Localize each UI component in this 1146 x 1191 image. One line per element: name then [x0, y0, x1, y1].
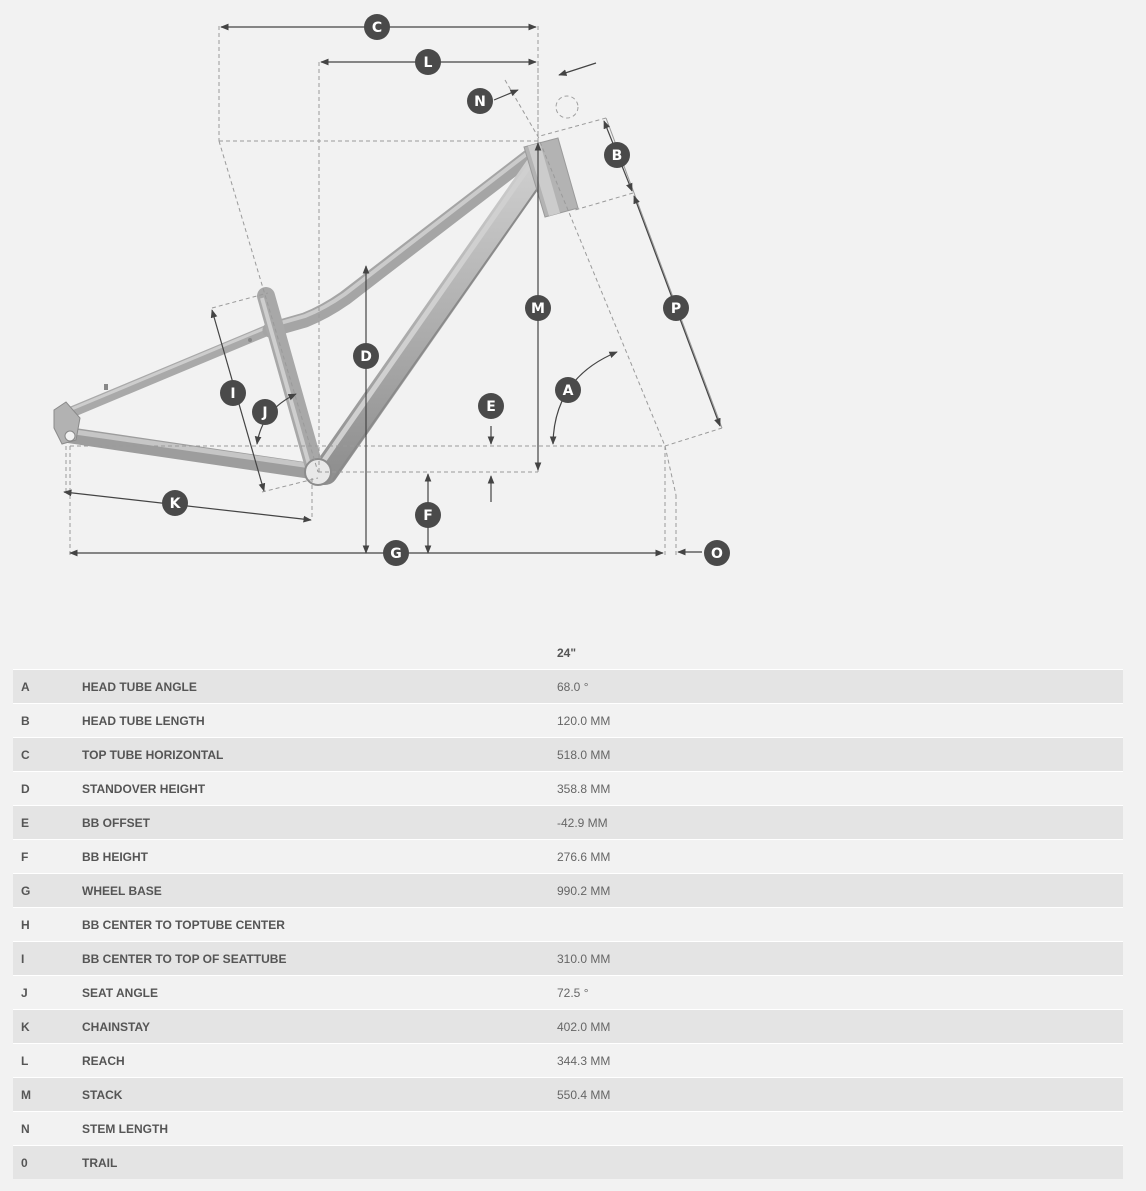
row-name: WHEEL BASE — [82, 874, 557, 908]
badge-g — [383, 540, 409, 566]
row-value: 344.3 MM — [557, 1044, 1123, 1078]
row-value: 990.2 MM — [557, 874, 1123, 908]
row-name: HEAD TUBE LENGTH — [82, 704, 557, 738]
table-row — [13, 670, 1123, 704]
row-letter: H — [13, 908, 82, 942]
svg-text:J: J — [262, 405, 268, 421]
row-letter: B — [13, 704, 82, 738]
row-name: BB CENTER TO TOPTUBE CENTER — [82, 908, 557, 942]
table-header-row — [13, 636, 1123, 670]
reference-lines — [66, 26, 722, 555]
row-letter: J — [13, 976, 82, 1010]
row-value — [557, 908, 1123, 942]
row-value: 550.4 MM — [557, 1078, 1123, 1112]
row-value: -42.9 MM — [557, 806, 1123, 840]
row-name: BB OFFSET — [82, 806, 557, 840]
svg-text:A: A — [562, 383, 574, 399]
table-row — [13, 704, 1123, 738]
svg-text:G: G — [390, 546, 402, 562]
badge-i — [220, 380, 246, 406]
header-letter-cell — [13, 636, 82, 670]
row-value: 310.0 MM — [557, 942, 1123, 976]
row-value — [557, 1112, 1123, 1146]
row-letter: F — [13, 840, 82, 874]
svg-text:O: O — [711, 546, 723, 562]
badge-j — [252, 399, 278, 425]
badge-c — [364, 14, 390, 40]
row-letter: 0 — [13, 1146, 82, 1180]
row-name: BB HEIGHT — [82, 840, 557, 874]
table-row — [13, 738, 1123, 772]
badge-l — [415, 49, 441, 75]
row-name: TOP TUBE HORIZONTAL — [82, 738, 557, 772]
badge-f — [415, 502, 441, 528]
svg-text:M: M — [531, 301, 545, 317]
svg-text:I: I — [230, 386, 236, 402]
row-name: TRAIL — [82, 1146, 557, 1180]
bike-frame — [54, 138, 578, 485]
svg-text:D: D — [360, 349, 372, 365]
row-name: STANDOVER HEIGHT — [82, 772, 557, 806]
row-value: 120.0 MM — [557, 704, 1123, 738]
table-row — [13, 1078, 1123, 1112]
svg-text:L: L — [423, 55, 433, 71]
badge-k — [162, 490, 188, 516]
table-row — [13, 772, 1123, 806]
table-row — [13, 840, 1123, 874]
badge-m — [525, 295, 551, 321]
svg-text:P: P — [670, 301, 682, 317]
row-value: 276.6 MM — [557, 840, 1123, 874]
row-value — [557, 1146, 1123, 1180]
table-row — [13, 806, 1123, 840]
svg-text:B: B — [611, 148, 623, 164]
row-name: SEAT ANGLE — [82, 976, 557, 1010]
svg-text:C: C — [371, 20, 383, 36]
table-row — [13, 1146, 1123, 1180]
row-letter: L — [13, 1044, 82, 1078]
badge-d — [353, 343, 379, 369]
svg-text:N: N — [474, 94, 486, 110]
row-value: 68.0 ° — [557, 670, 1123, 704]
down-tube — [325, 160, 543, 472]
header-name-cell — [82, 636, 557, 670]
size-header: 24" — [557, 645, 577, 660]
row-letter: G — [13, 874, 82, 908]
row-letter: E — [13, 806, 82, 840]
badge-p — [663, 295, 689, 321]
row-name: CHAINSTAY — [82, 1010, 557, 1044]
geometry-table-body — [13, 670, 1123, 1180]
chainstay-tube — [68, 435, 318, 472]
badge-n — [467, 88, 493, 114]
row-name: STACK — [82, 1078, 557, 1112]
row-letter: K — [13, 1010, 82, 1044]
row-value: 402.0 MM — [557, 1010, 1123, 1044]
row-name: BB CENTER TO TOP OF SEATTUBE — [82, 942, 557, 976]
svg-text:F: F — [423, 508, 433, 524]
table-row — [13, 1044, 1123, 1078]
row-name: HEAD TUBE ANGLE — [82, 670, 557, 704]
badge-b — [604, 142, 630, 168]
row-letter: M — [13, 1078, 82, 1112]
dimension-arrows — [64, 27, 720, 553]
geometry-table — [13, 636, 1123, 1179]
table-row — [13, 942, 1123, 976]
badge-o — [704, 540, 730, 566]
row-letter: I — [13, 942, 82, 976]
svg-text:K: K — [169, 496, 181, 512]
row-letter: D — [13, 772, 82, 806]
row-value: 358.8 MM — [557, 772, 1123, 806]
table-row — [13, 874, 1123, 908]
table-row — [13, 1010, 1123, 1044]
svg-text:E: E — [486, 399, 496, 415]
row-value: 518.0 MM — [557, 738, 1123, 772]
table-row — [13, 908, 1123, 942]
row-name: STEM LENGTH — [82, 1112, 557, 1146]
badge-a — [555, 377, 581, 403]
table-row — [13, 976, 1123, 1010]
row-value: 72.5 ° — [557, 976, 1123, 1010]
row-name: REACH — [82, 1044, 557, 1078]
badge-e — [478, 393, 504, 419]
table-row — [13, 1112, 1123, 1146]
row-letter: N — [13, 1112, 82, 1146]
row-letter: C — [13, 738, 82, 772]
row-letter: A — [13, 670, 82, 704]
